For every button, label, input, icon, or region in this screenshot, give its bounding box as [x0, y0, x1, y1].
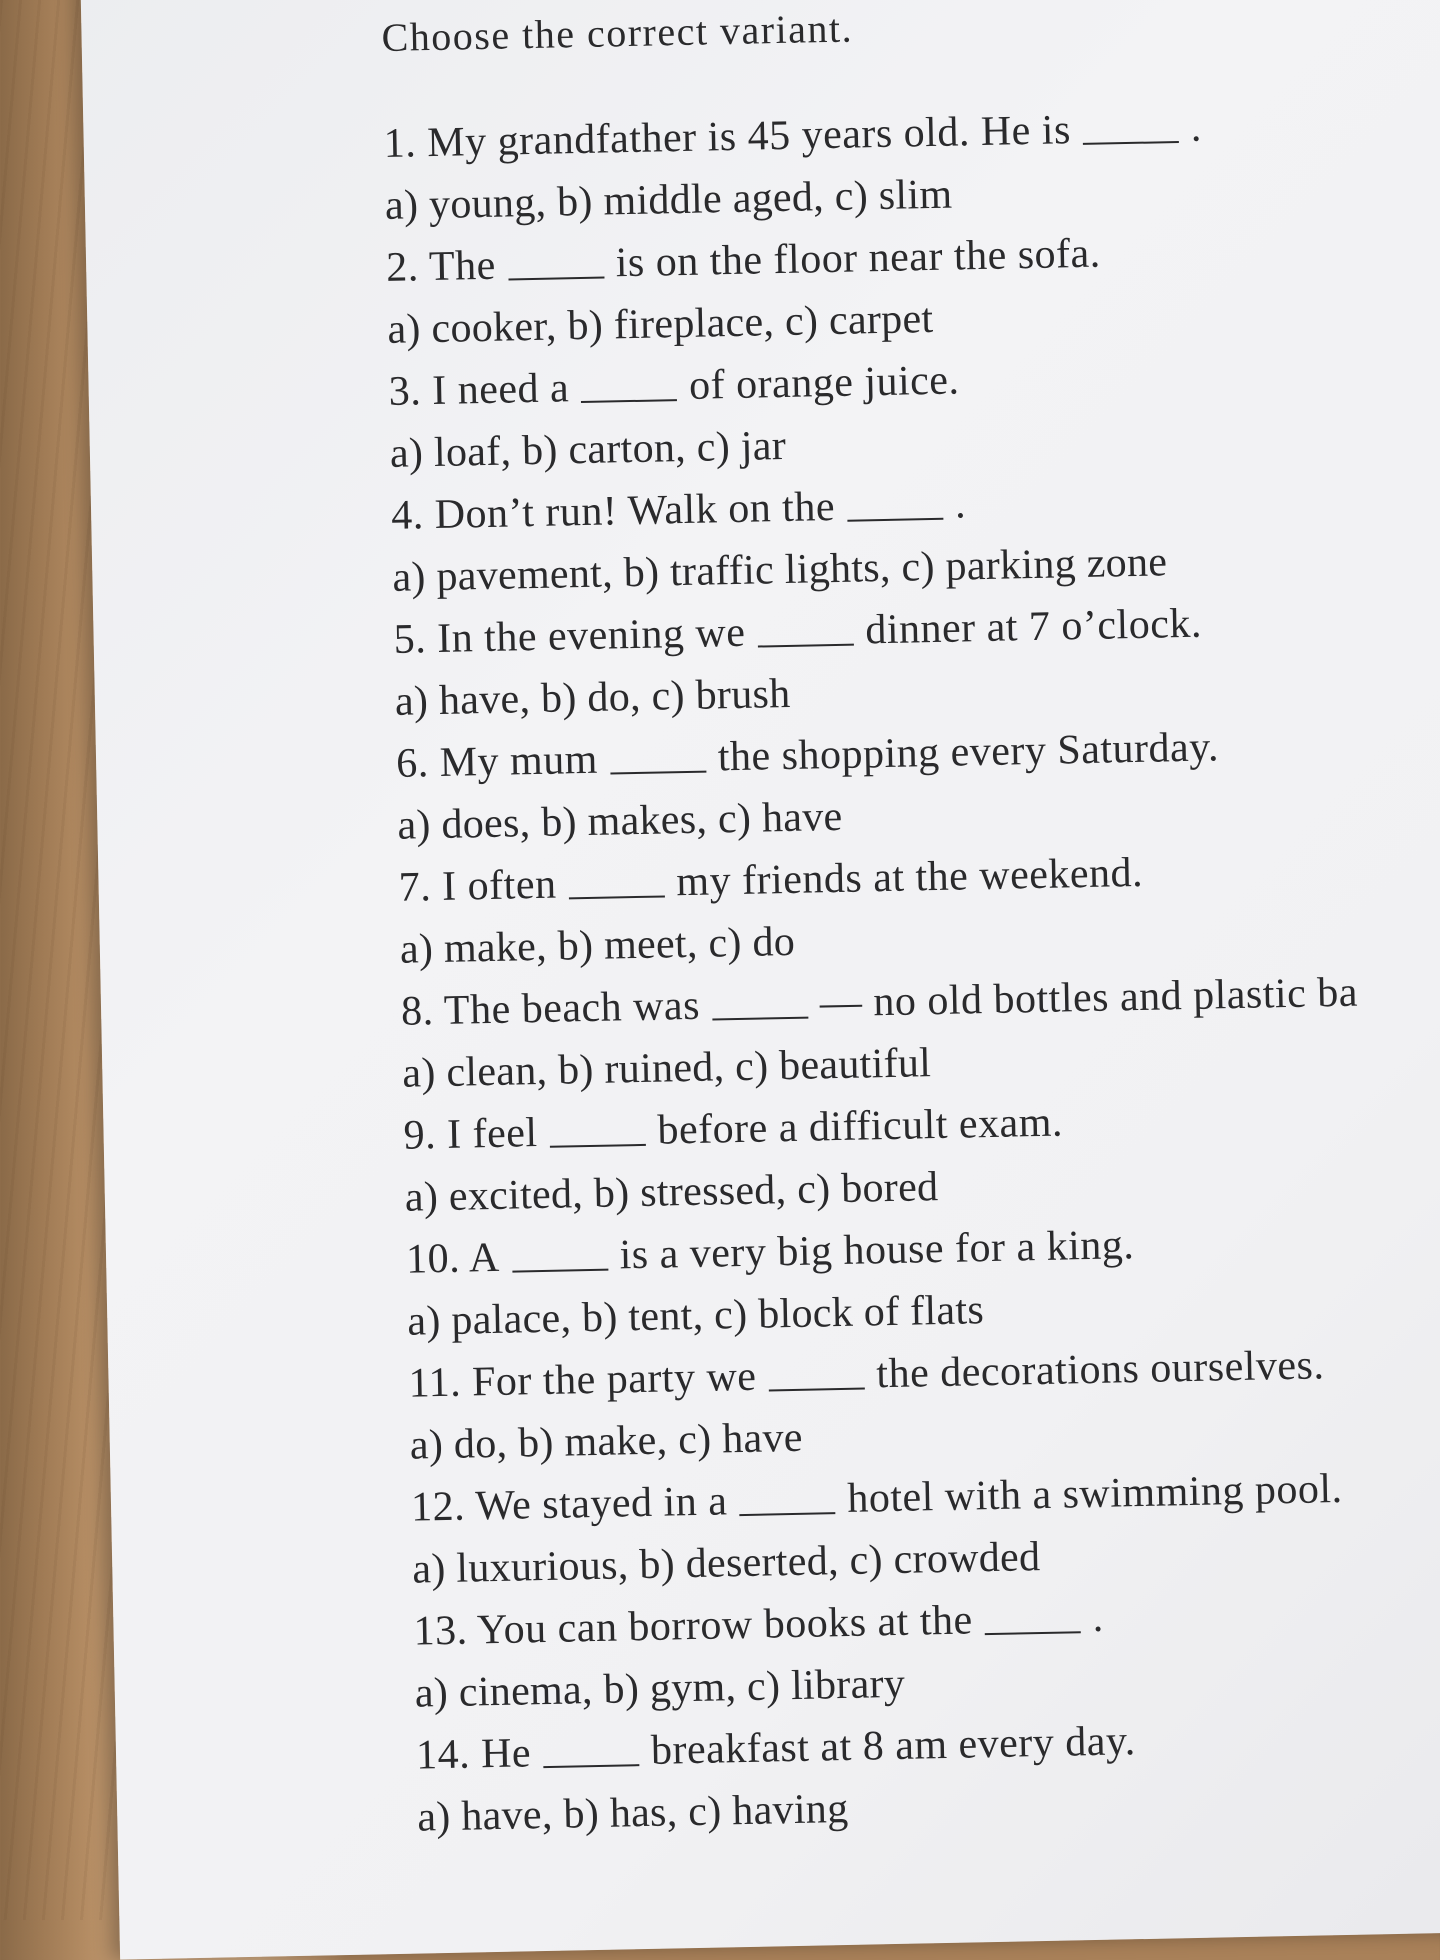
answer-blank [712, 1017, 808, 1021]
answer-blank [769, 1388, 865, 1392]
question-text-before: 8. The beach was [400, 982, 701, 1035]
question-item [408, 1331, 1440, 1477]
answer-blank [740, 1512, 836, 1516]
answer-options: a) make, b) meet, c) do [399, 918, 796, 973]
question-text-before: 14. He [415, 1730, 532, 1779]
answer-options: a) does, b) makes, c) have [396, 793, 843, 849]
answer-options: a) excited, b) stressed, c) bored [404, 1164, 939, 1221]
question-text-after: is on the floor near the sofa. [615, 230, 1102, 287]
answer-options: a) palace, b) tent, c) block of flats [406, 1287, 985, 1345]
question-item [415, 1703, 1440, 1849]
question-item [388, 339, 1440, 485]
question-item [401, 959, 1440, 1105]
question-text-before: 9. I feel [403, 1110, 539, 1159]
answer-blank [581, 399, 677, 403]
instruction-heading: Choose the correct variant. [381, 5, 854, 60]
question-text-after: the shopping every Saturday. [717, 724, 1220, 781]
answer-options: a) young, b) middle aged, c) slim [384, 171, 953, 229]
question-text-before: 1. My grandfather is 45 years old. He is [383, 107, 1072, 167]
answer-options: a) clean, b) ruined, c) beautiful [401, 1040, 932, 1097]
question-text-after: before a difficult exam. [657, 1099, 1064, 1154]
question-text-before: 7. I often [398, 861, 557, 911]
question-text-after: hotel with a swimming pool. [846, 1465, 1343, 1522]
worksheet-paper [80, 0, 1440, 1960]
answer-options: a) cooker, b) fireplace, c) carpet [387, 295, 934, 353]
question-text-before: 13. You can borrow books at the [413, 1597, 974, 1655]
answer-blank [569, 895, 665, 899]
answer-blank [847, 518, 943, 522]
worksheet-content [381, 0, 1440, 1849]
question-text-after: — no old bottles and plastic ba [819, 969, 1359, 1027]
answer-blank [543, 1764, 639, 1768]
answer-options: a) luxurious, b) deserted, c) crowded [411, 1534, 1041, 1593]
question-item [391, 463, 1440, 609]
question-text-after: is a very big house for a king. [619, 1222, 1135, 1279]
answer-blank [550, 1144, 646, 1148]
question-text-before: 3. I need a [388, 365, 570, 415]
answer-blank [508, 277, 604, 281]
question-item [411, 1455, 1440, 1601]
question-item [406, 1207, 1440, 1353]
question-text-before: 11. For the party we [408, 1353, 757, 1407]
question-text-before: 6. My mum [395, 736, 599, 787]
question-text-before: 2. The [385, 242, 497, 291]
question-text-after: dinner at 7 o’clock. [864, 600, 1203, 654]
answer-blank [1083, 141, 1179, 145]
question-item [398, 835, 1440, 981]
question-text-after: . [1092, 1594, 1105, 1642]
answer-options: a) have, b) do, c) brush [394, 670, 791, 725]
question-text-after: breakfast at 8 am every day. [650, 1718, 1137, 1774]
question-text-after: . [1190, 104, 1203, 151]
answer-blank [758, 644, 854, 648]
question-text-before: 12. We stayed in a [410, 1478, 728, 1531]
question-text-before: 4. Don’t run! Walk on the [390, 483, 836, 539]
question-item [396, 711, 1440, 857]
question-text-after: the decorations ourselves. [875, 1342, 1325, 1398]
question-item [383, 91, 1440, 237]
question-text-before: 5. In the evening we [393, 609, 746, 663]
question-text-after: . [954, 481, 967, 528]
question-item [393, 587, 1440, 733]
answer-options: a) cinema, b) gym, c) library [414, 1660, 906, 1717]
answer-blank [610, 771, 706, 775]
question-item [413, 1579, 1440, 1725]
answer-blank [512, 1269, 608, 1273]
question-text-before: 10. A [405, 1234, 501, 1283]
question-text-after: my friends at the weekend. [675, 849, 1144, 906]
question-item [386, 215, 1440, 361]
question-list [383, 91, 1440, 1849]
answer-blank [985, 1631, 1081, 1635]
answer-options: a) loaf, b) carton, c) jar [389, 422, 787, 477]
question-item [403, 1083, 1440, 1229]
question-text-after: of orange juice. [688, 357, 960, 409]
answer-options: a) have, b) has, c) having [416, 1785, 849, 1841]
answer-options: a) do, b) make, c) have [409, 1414, 804, 1469]
answer-options: a) pavement, b) traffic lights, c) parking zone [392, 539, 1168, 601]
